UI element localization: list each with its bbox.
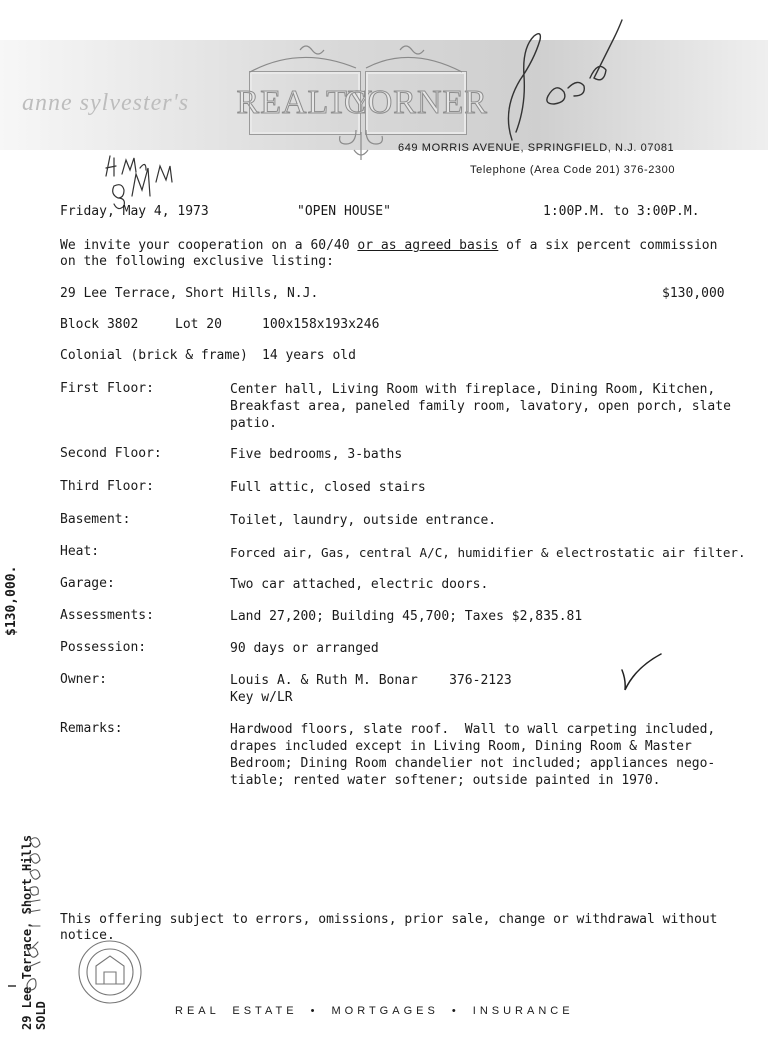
side-price: $130,000. [4,565,19,636]
detail-label-possession: Possession: [60,640,147,655]
brand-script: anne sylvester's [22,90,190,116]
agency-telephone: Telephone (Area Code 201) 376-2300 [470,164,676,176]
open-house-time: 1:00P.M. to 3:00P.M. [543,204,700,219]
side-sold: SOLD [34,1001,48,1030]
intro-underlined: or as agreed basis [357,238,499,253]
footer-services: REAL ESTATE • MORTGAGES • INSURANCE [175,1005,574,1017]
intro-line-1 [60,238,717,253]
detail-label-heat: Heat: [60,544,100,559]
open-house-label: "OPEN HOUSE" [297,204,391,219]
detail-value-heat: Forced air, Gas, central A/C, humidifier & electrostatic air filter. [230,545,746,560]
lot-dimensions: 100x158x193x246 [262,317,380,332]
detail-value-garage: Two car attached, electric doors. [230,577,489,592]
corner-sign: CORNER [366,72,466,134]
house-style: Colonial (brick & frame) [60,348,248,363]
detail-value-third-floor: Full attic, closed stairs [230,480,426,495]
block-number: Block 3802 [60,317,139,332]
detail-value-possession: 90 days or arranged [230,641,379,656]
detail-label-garage: Garage: [60,576,115,591]
intro-text-1: We invite your cooperation on a 60/40 [60,238,358,253]
detail-value-owner: Louis A. & Ruth M. Bonar 376-2123 Key w/LR [230,673,512,705]
intro-line-2: on the following exclusive listing: [60,254,334,269]
detail-value-basement: Toilet, laundry, outside entrance. [230,513,497,528]
listing-date: Friday, May 4, 1973 [60,204,209,219]
detail-value-second-floor: Five bedrooms, 3-baths [230,447,403,462]
side-margin-note [20,835,48,1030]
side-address: 29 Lee Terrace, Short Hills [20,834,34,1030]
realty-sign: REALTY [250,72,360,134]
house-age: 14 years old [262,348,356,363]
detail-value-first-floor: Center hall, Living Room with fireplace, Dining Room, Kitchen, Breakfast area, paneled family room, lavatory, open porch, slate patio. [230,382,731,431]
detail-label-basement: Basement: [60,512,131,527]
detail-label-assessments: Assessments: [60,608,154,623]
detail-value-assessments: Land 27,200; Building 45,700; Taxes $2,835.81 [230,609,583,624]
detail-label-second-floor: Second Floor: [60,446,162,461]
property-address: 29 Lee Terrace, Short Hills, N.J. [60,286,319,301]
detail-value-remarks: Hardwood floors, slate roof. Wall to wall carpeting included, drapes included except in Living Room, Dining Room & Master Bedroom; Dining Room chandelier not included; appliances nego- tiable; rented water softener; outside painted in 1970. [230,722,716,788]
lot-number: Lot 20 [175,317,222,332]
intro-text-2: of a six percent commission [498,238,718,253]
detail-label-owner: Owner: [60,672,107,687]
agency-address: 649 MORRIS AVENUE, SPRINGFIELD, N.J. 07081 [398,142,675,154]
disclaimer-line-1: This offering subject to errors, omissions, prior sale, change or withdrawal without [60,912,718,927]
detail-label-third-floor: Third Floor: [60,479,154,494]
detail-label-first-floor: First Floor: [60,381,154,396]
asking-price: $130,000 [662,286,725,301]
detail-label-remarks: Remarks: [60,721,123,736]
disclaimer-line-2: notice. [60,928,115,943]
